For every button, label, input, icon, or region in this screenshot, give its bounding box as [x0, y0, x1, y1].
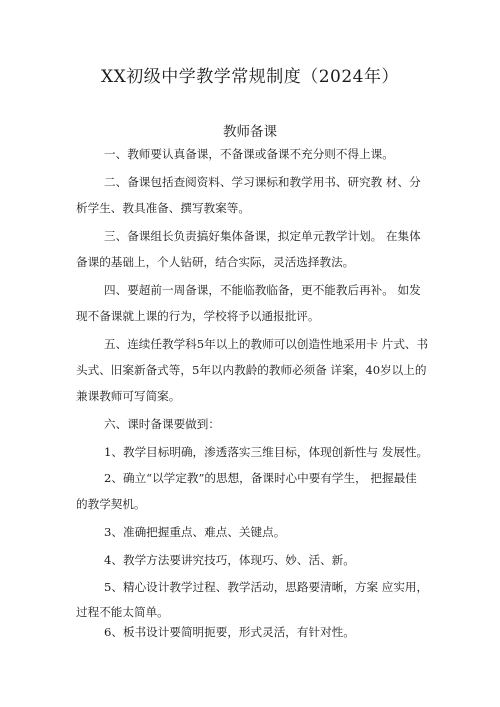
body-line: 三、备课组长负责搞好集体备课，拟定单元教学计划。 在集体: [104, 229, 421, 243]
body-line: 头式、旧案新备式等，5年以内教龄的教师必须备 详案，40岁以上的: [76, 363, 427, 377]
body-line: 的教学契机。: [76, 497, 146, 511]
body-line: 析学生、教具准备、撰写教案等。: [76, 201, 250, 215]
body-line: 五、连续任教学科5年以上的教师可以创造性地采用卡 片式、书: [104, 337, 429, 351]
body-line: 二、备课包括查阅资料、学习课标和教学用书、研究教 材、分: [104, 175, 421, 189]
body-line: 2、确立“以学定教”的思想，备课时心中要有学生， 把握最佳: [104, 471, 417, 485]
body-line: 六、课时备课要做到：: [104, 417, 220, 431]
body-line: 一、教师要认真备课，不备课或备课不充分则不得上课。: [104, 147, 394, 161]
body-line: 过程不能太简单。: [76, 605, 169, 619]
section-heading: 教师备课: [223, 124, 277, 140]
body-line: 四、要超前一周备课，不能临教临备，更不能教后再补。 如发: [104, 283, 421, 297]
body-line: 4、教学方法要讲究技巧，体现巧、妙、活、新。: [104, 553, 355, 567]
body-line: 3、准确把握重点、难点、关键点。: [104, 525, 286, 539]
body-line: 5、精心设计教学过程、教学活动，思路要清晰，方案 应实用，: [104, 580, 429, 594]
body-line: 兼课教师可写简案。: [76, 389, 181, 403]
body-line: 现不备课就上课的行为，学校将予以通报批评。: [76, 309, 320, 323]
body-line: 备课的基础上，个人钻研，结合实际，灵活选择教法。: [76, 255, 355, 269]
document-title: XX初级中学教学常规制度（2024年）: [101, 67, 399, 87]
body-line: 6、板书设计要简明扼要，形式灵活，有针对性。: [104, 625, 355, 639]
body-line: 1、教学目标明确，渗透落实三维目标，体现创新性与 发展性。: [104, 445, 429, 459]
